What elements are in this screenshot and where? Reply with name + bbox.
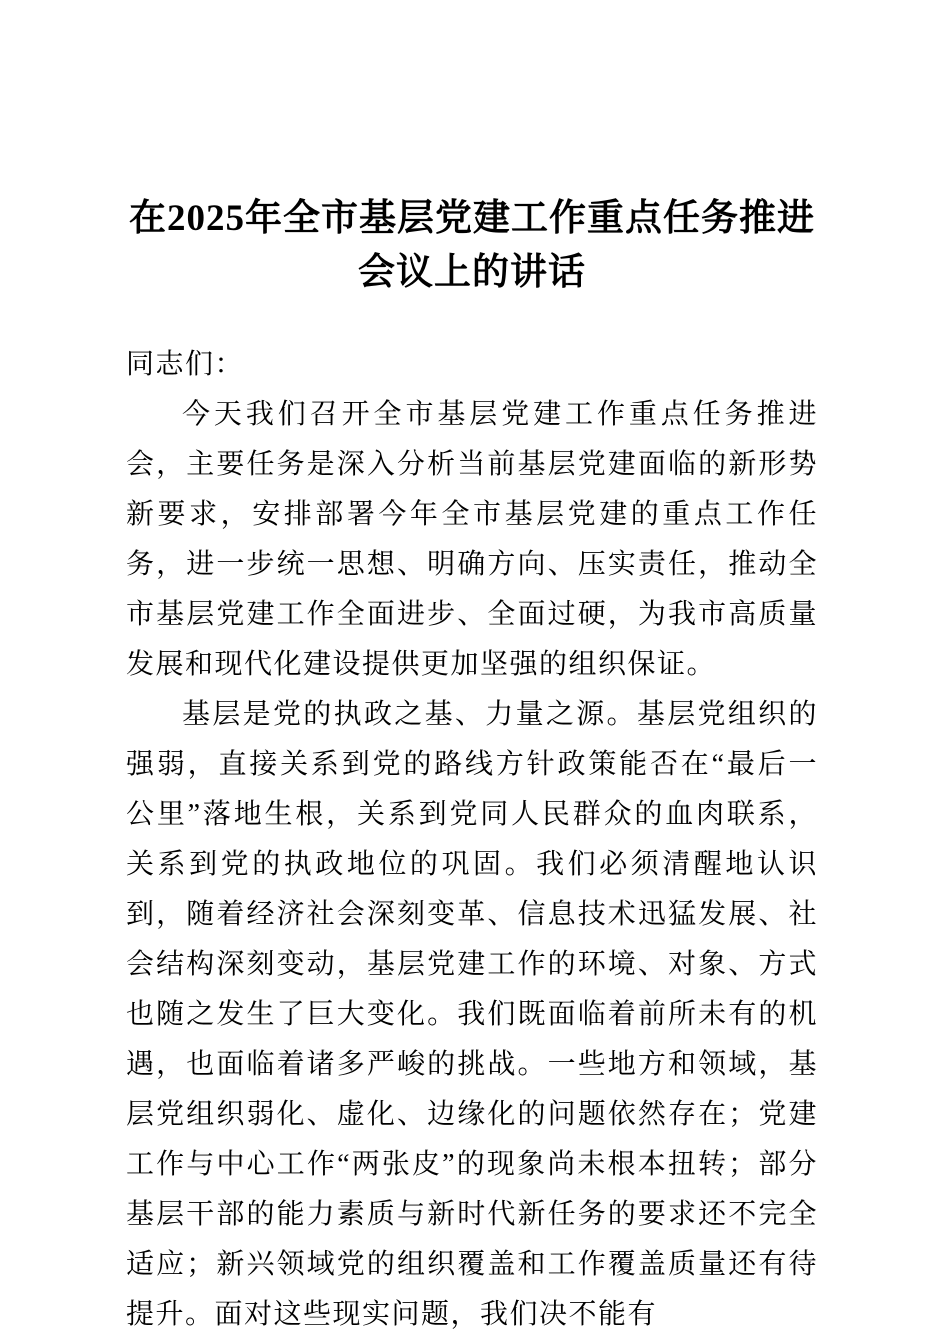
paragraph-salutation: 同志们： [126,349,245,380]
paragraph-body-2: 基层是党的执政之基、力量之源。基层党组织的强弱，直接关系到党的路线方针政策能否在“最后一公里”落地生根，关系到党同人民群众的血肉联系，关系到党的执政地位的巩固。我们必须清醒地认识到，随着经济社会深刻变革、信息技术迅猛发展、社会结构深刻变动，基层党建工作的环境、对象、方式也随之发生了巨大变化。我们既面临着前所未有的机遇，也面临着诸多严峻的挑战。一些地方和领域，基层党组织弱化、虚化、边缘化的问题依然存在；党建工作与中心工作“两张皮”的现象尚未根本扭转；部分基层干部的能力素质与新时代新任务的要求还不完全适应；新兴领域党的组织覆盖和工作覆盖质量还有待提升。面对这些现实问题，我们决不能有 [126,699,818,1330]
document-title: 在2025年全市基层党建工作重点任务推进会议上的讲话 [129,198,815,293]
paragraph-body-1: 今天我们召开全市基层党建工作重点任务推进会，主要任务是深入分析当前基层党建面临的新形势新要求，安排部署今年全市基层党建的重点工作任务，进一步统一思想、明确方向、压实责任，推动全市基层党建工作全面进步、全面过硬，为我市高质量发展和现代化建设提供更加坚强的组织保证。 [126,399,818,680]
